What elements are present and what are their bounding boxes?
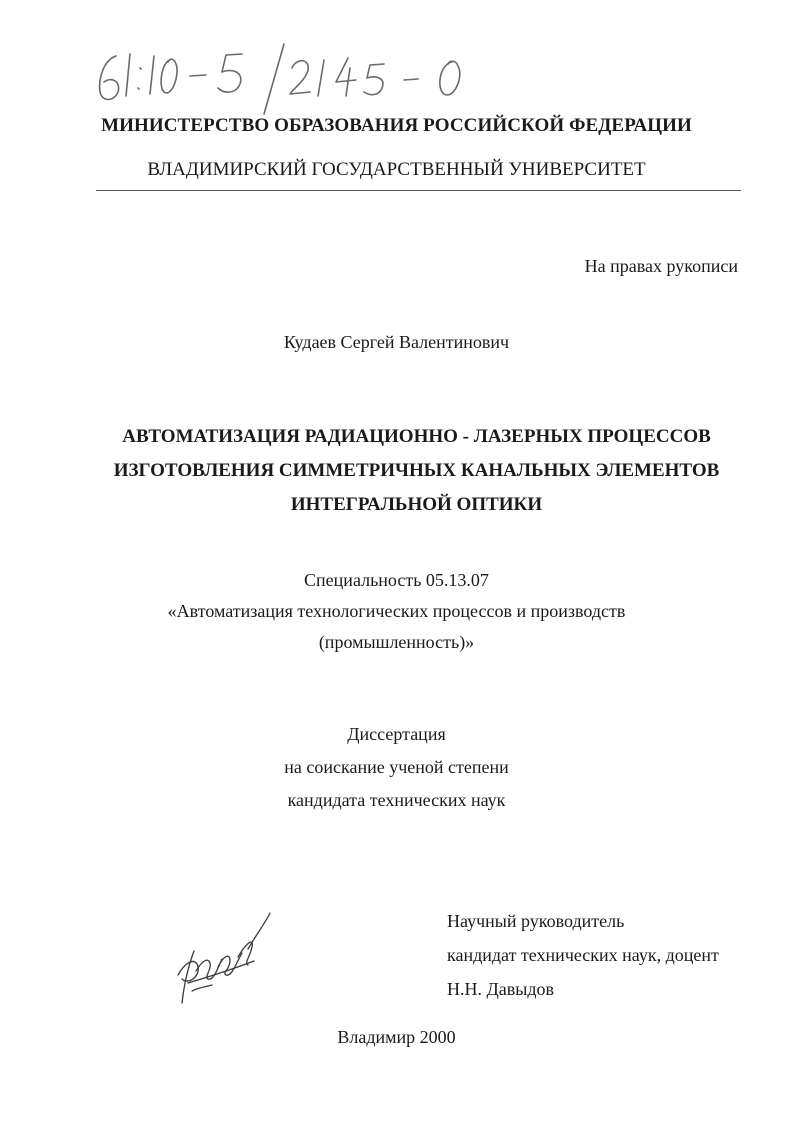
degree-name: кандидата технических наук bbox=[287, 790, 506, 810]
title-line: ИНТЕГРАЛЬНОЙ ОПТИКИ bbox=[290, 494, 543, 515]
specialty-name-line: (промышленность)» bbox=[318, 632, 475, 652]
author-name: Кудаев Сергей Валентинович bbox=[283, 332, 510, 352]
degree-block bbox=[0, 718, 793, 817]
supervisor-block bbox=[447, 904, 719, 1006]
specialty-code: Специальность 05.13.07 bbox=[304, 570, 489, 590]
supervisor-name: Н.Н. Давыдов bbox=[447, 979, 555, 999]
handwritten-catalog-code-text: 61:10-5/2145-0 bbox=[92, 116, 99, 117]
supervisor-degree: кандидат технических наук, доцент bbox=[447, 945, 719, 965]
header-divider bbox=[96, 190, 741, 191]
signature bbox=[168, 905, 278, 1010]
ministry-name: МИНИСТЕРСТВО ОБРАЗОВАНИЯ РОССИЙСКОЙ ФЕДЕРАЦИИ bbox=[101, 115, 692, 136]
city-year: Владимир 2000 bbox=[337, 1027, 456, 1047]
specialty-block bbox=[0, 565, 793, 658]
title-line: ИЗГОТОВЛЕНИЯ СИММЕТРИЧНЫХ КАНАЛЬНЫХ ЭЛЕМЕНТОВ bbox=[113, 460, 720, 481]
handwritten-catalog-code bbox=[92, 38, 532, 118]
specialty-name-line: «Автоматизация технологических процессов и производств bbox=[167, 601, 626, 621]
university-name: ВЛАДИМИРСКИЙ ГОСУДАРСТВЕННЫЙ УНИВЕРСИТЕТ bbox=[147, 159, 646, 180]
document-type: Диссертация bbox=[347, 724, 446, 744]
dissertation-title bbox=[60, 420, 773, 522]
supervisor-role: Научный руководитель bbox=[447, 911, 625, 931]
title-line: АВТОМАТИЗАЦИЯ РАДИАЦИОННО - ЛАЗЕРНЫХ ПРОЦЕССОВ bbox=[122, 426, 711, 447]
degree-purpose: на соискание ученой степени bbox=[284, 757, 509, 777]
manuscript-rights-note: На правах рукописи bbox=[584, 256, 738, 276]
